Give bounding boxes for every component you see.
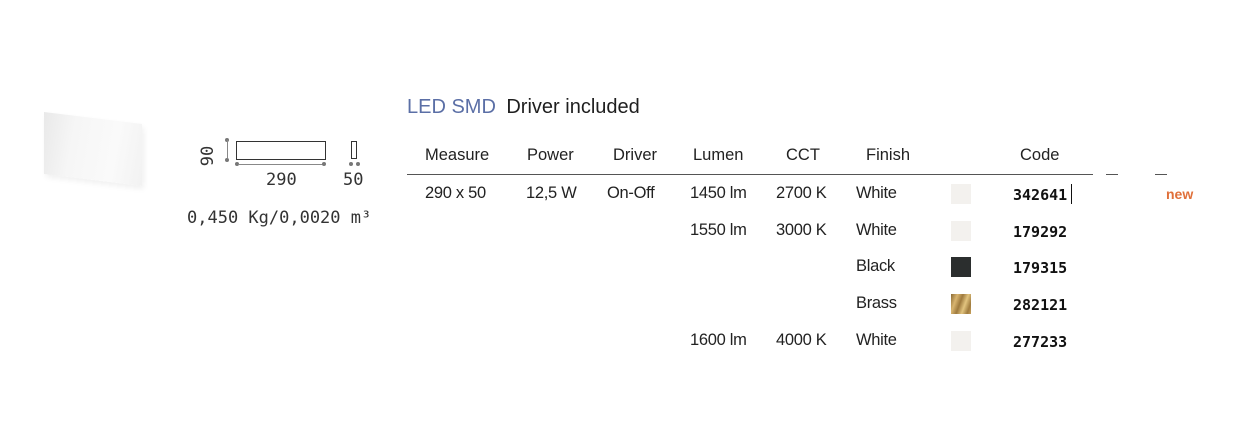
cell-code: 277233	[1013, 333, 1068, 351]
dimension-drawing	[200, 132, 400, 192]
weight-volume: 0,450 Kg/0,0020 m³	[187, 208, 372, 228]
cell-cct: 4000 K	[776, 331, 827, 349]
col-header-lumen: Lumen	[693, 146, 744, 164]
finish-swatch-brass	[951, 294, 971, 314]
cell-power: 12,5 W	[526, 184, 577, 202]
side-view-rect	[351, 141, 357, 159]
text-cursor	[1071, 184, 1072, 204]
cell-cct: 2700 K	[776, 184, 827, 202]
cell-lumen: 1550 lm	[690, 221, 747, 239]
finish-swatch-black	[951, 257, 971, 277]
cell-cct: 3000 K	[776, 221, 827, 239]
header-rule	[407, 174, 1093, 175]
cell-lumen: 1600 lm	[690, 331, 747, 349]
cell-code: 179292	[1013, 223, 1068, 241]
col-header-cct: CCT	[786, 146, 820, 164]
cell-code: 179315	[1013, 259, 1068, 277]
cell-finish: White	[856, 184, 897, 202]
header-rule-dash-2	[1155, 174, 1167, 175]
width-label: 290	[266, 170, 297, 190]
driver-note: Driver included	[506, 96, 640, 118]
col-header-code: Code	[1020, 146, 1060, 164]
front-view-rect	[236, 141, 326, 160]
col-header-finish: Finish	[866, 146, 911, 164]
height-label: 90	[198, 145, 219, 167]
product-image	[44, 112, 142, 186]
cell-driver: On-Off	[607, 184, 655, 202]
cell-measure: 290 x 50	[425, 184, 486, 202]
finish-swatch-white	[951, 331, 971, 351]
cell-finish: White	[856, 221, 897, 239]
cell-code: 342641	[1013, 186, 1068, 204]
led-type: LED SMD	[407, 96, 496, 118]
cell-finish: Black	[856, 257, 895, 275]
finish-swatch-white	[951, 221, 971, 241]
header-rule-dash-1	[1106, 174, 1118, 175]
cell-finish: Brass	[856, 294, 897, 312]
col-header-measure: Measure	[425, 146, 490, 164]
section-header	[407, 96, 640, 119]
cell-lumen: 1450 lm	[690, 184, 747, 202]
new-badge: new	[1166, 186, 1194, 202]
finish-swatch-white	[951, 184, 971, 204]
col-header-driver: Driver	[613, 146, 657, 164]
cell-code: 282121	[1013, 296, 1068, 314]
cell-finish: White	[856, 331, 897, 349]
depth-label: 50	[343, 170, 364, 190]
col-header-power: Power	[527, 146, 574, 164]
